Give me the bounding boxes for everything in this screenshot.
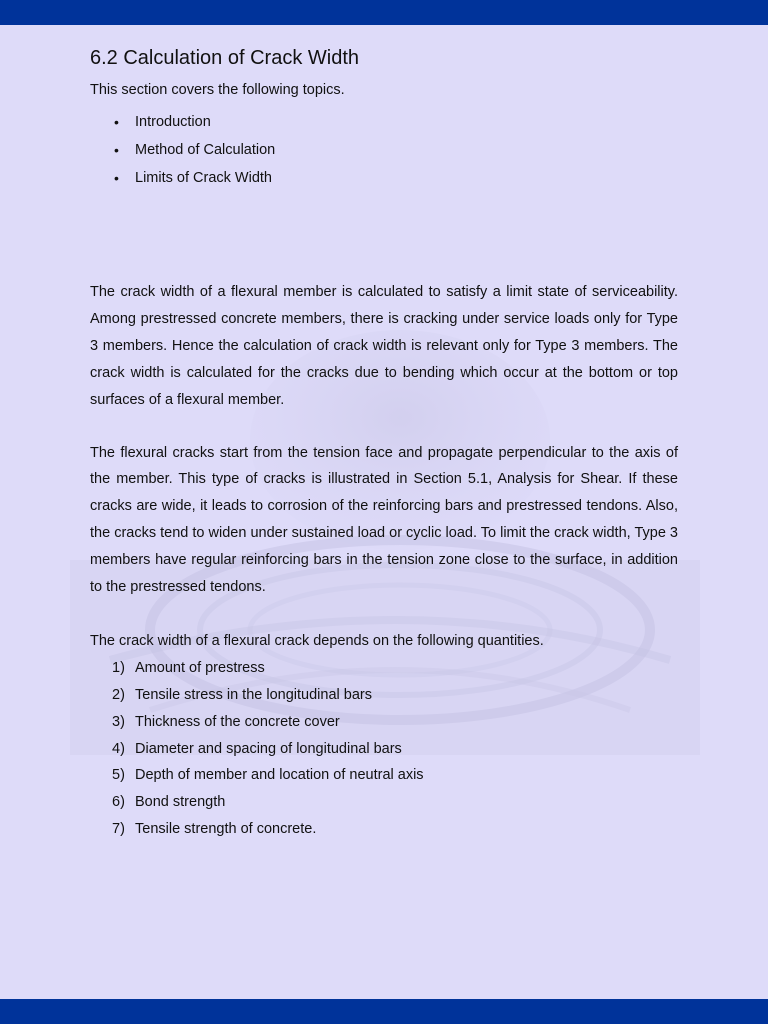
quantity-label: Amount of prestress: [135, 659, 265, 676]
footer-bar: [0, 999, 768, 1024]
list-number: 5): [112, 767, 125, 784]
paragraph-serviceability: The crack width of a flexural member is calculated to satisfy a limit state of serviceability. Among prestressed concrete members, there is cracking under service loads only for Type 3 members. Hence the calculation of crack width is relevant only for Type 3 members. The crack width is calculated for the cracks due to bending which occur at the bottom or top surfaces of a flexural member.: [90, 284, 678, 408]
list-number: 4): [112, 740, 125, 757]
topics-list: [90, 108, 678, 192]
list-number: 1): [112, 659, 125, 676]
list-number: 3): [112, 713, 125, 730]
bullet-icon: •: [114, 114, 119, 130]
quantities-list: [90, 655, 678, 843]
quantity-label: Diameter and spacing of longitudinal bars: [135, 740, 402, 757]
paragraph-flexural-cracks: The flexural cracks start from the tension face and propagate perpendicular to the axis of the member. This type of cracks is illustrated in Section 5.1, Analysis for Shear. If these cracks are wide, it leads to corrosion of the reinforcing bars and prestressed tendons. Also, the cracks tend to widen under sustained load or cyclic load. To limit the crack width, Type 3 members have regular reinforcing bars in the tension zone close to the surface, in addition to the prestressed tendons.: [90, 444, 678, 596]
list-number: 2): [112, 686, 125, 703]
section-title: 6.2 Calculation of Crack Width: [90, 47, 360, 69]
quantity-label: Tensile strength of concrete.: [135, 821, 317, 838]
list-item: [90, 655, 678, 682]
quantity-label: Depth of member and location of neutral axis: [135, 767, 424, 784]
section-intro: This section covers the following topics.: [90, 82, 345, 98]
list-item: [90, 164, 678, 192]
header-bar: [0, 0, 768, 25]
list-item: [90, 709, 678, 736]
paragraph-quantities-intro: The crack width of a flexural crack depends on the following quantities.: [90, 632, 544, 649]
document-body: [90, 44, 678, 843]
list-item: [90, 682, 678, 709]
topic-label: Method of Calculation: [135, 142, 276, 158]
list-item: [90, 736, 678, 763]
quantity-label: Bond strength: [135, 794, 226, 811]
list-number: 6): [112, 794, 125, 811]
bullet-icon: •: [114, 170, 119, 186]
list-item: [90, 108, 678, 136]
quantity-label: Tensile stress in the longitudinal bars: [135, 686, 372, 703]
list-number: 7): [112, 821, 125, 838]
list-item: [90, 789, 678, 816]
list-item: [90, 136, 678, 164]
list-item: [90, 762, 678, 789]
list-item: [90, 816, 678, 843]
topic-label: Limits of Crack Width: [135, 170, 272, 186]
quantity-label: Thickness of the concrete cover: [135, 713, 340, 730]
bullet-icon: •: [114, 142, 119, 158]
topic-label: Introduction: [135, 114, 211, 130]
